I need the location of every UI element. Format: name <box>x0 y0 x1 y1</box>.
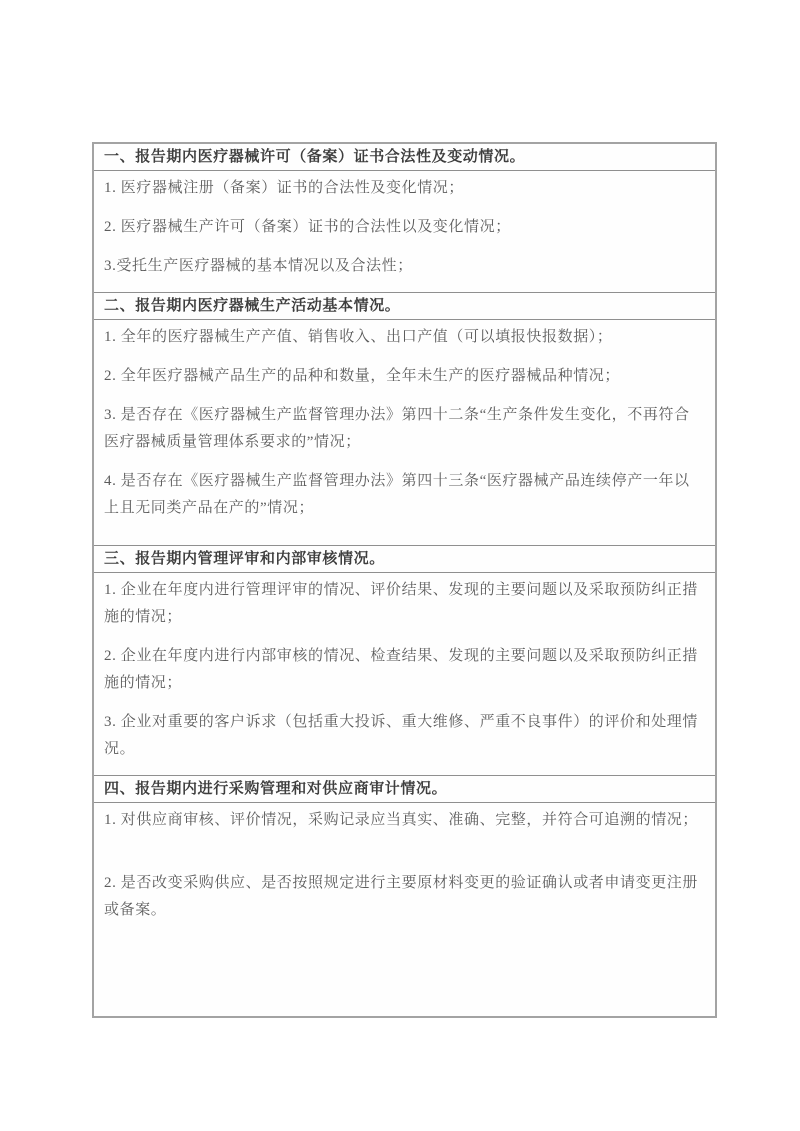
section-3-header <box>94 546 715 573</box>
section-2-item-2: 2. 全年医疗器械产品生产的品种和数量，全年未生产的医疗器械品种情况； <box>104 368 621 384</box>
section-2-title: 二、报告期内医疗器械生产活动基本情况。 <box>104 298 401 314</box>
section-2-content <box>94 320 715 546</box>
section-3-item-1: 1. 企业在年度内进行管理评审的情况、评价结果、发现的主要问题以及采取预防纠正措施的情况； <box>104 582 699 625</box>
section-1-title: 一、报告期内医疗器械许可（备案）证书合法性及变动情况。 <box>104 149 526 165</box>
section-3-title: 三、报告期内管理评审和内部审核情况。 <box>104 551 385 567</box>
section-4-content <box>94 803 715 1016</box>
section-1-item-3: 3.受托生产医疗器械的基本情况以及合法性； <box>104 258 413 274</box>
section-4-item-2: 2. 是否改变采购供应、是否按照规定进行主要原材料变更的验证确认或者申请变更注册或备案。 <box>104 875 699 918</box>
section-3-item-2: 2. 企业在年度内进行内部审核的情况、检查结果、发现的主要问题以及采取预防纠正措施的情况； <box>104 648 699 691</box>
section-4-header <box>94 776 715 803</box>
section-1-content <box>94 171 715 293</box>
section-1-item-1: 1. 医疗器械注册（备案）证书的合法性及变化情况； <box>104 180 465 196</box>
section-2-item-4: 4. 是否存在《医疗器械生产监督管理办法》第四十三条“医疗器械产品连续停产一年以上且无同类产品在产的”情况； <box>104 473 690 516</box>
section-3-content <box>94 573 715 776</box>
annual-report-table <box>92 142 717 1018</box>
section-4-item-1: 1. 对供应商审核、评价情况，采购记录应当真实、准确、完整，并符合可追溯的情况； <box>104 812 699 828</box>
section-1-item-2: 2. 医疗器械生产许可（备案）证书的合法性以及变化情况； <box>104 219 511 235</box>
section-4-title: 四、报告期内进行采购管理和对供应商审计情况。 <box>104 781 448 797</box>
section-2-item-1: 1. 全年的医疗器械生产产值、销售收入、出口产值（可以填报快报数据）； <box>104 329 613 345</box>
section-2-header <box>94 293 715 320</box>
section-1-header <box>94 144 715 171</box>
section-3-item-3: 3. 企业对重要的客户诉求（包括重大投诉、重大维修、严重不良事件）的评价和处理情况。 <box>104 714 699 757</box>
section-2-item-3: 3. 是否存在《医疗器械生产监督管理办法》第四十二条“生产条件发生变化，不再符合医疗器械质量管理体系要求的”情况； <box>104 407 690 450</box>
